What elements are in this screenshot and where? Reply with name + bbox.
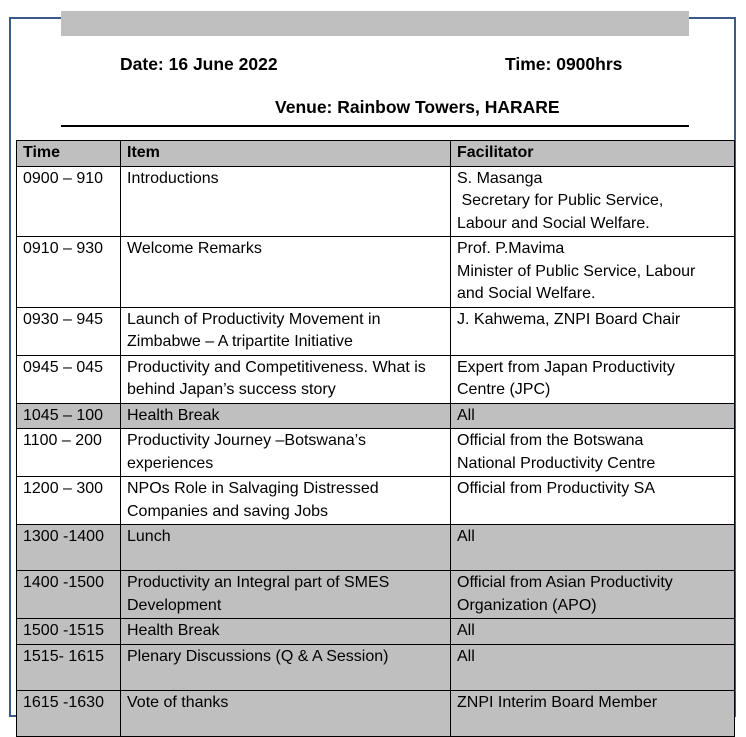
header-bar	[61, 11, 689, 36]
header-divider	[61, 125, 689, 127]
facilitator-line: Official from Asian Productivity	[457, 574, 673, 591]
facilitator-line: Labour and Social Welfare.	[457, 214, 650, 232]
table-row	[17, 237, 735, 308]
agenda-item: Plenary Discussions (Q & A Session)	[121, 644, 451, 690]
column-header-facilitator: Facilitator	[451, 141, 735, 167]
facilitator-line: Official from Productivity SA	[457, 480, 655, 497]
agenda-facilitator	[451, 403, 735, 429]
agenda-facilitator	[451, 571, 735, 619]
table-row	[17, 571, 735, 619]
table-row	[17, 403, 735, 429]
facilitator-line: All	[457, 406, 475, 424]
facilitator-line: Organization (APO)	[457, 596, 597, 614]
agenda-item: Lunch	[121, 525, 451, 571]
facilitator-line: Prof. P.Mavima	[457, 240, 565, 257]
agenda-facilitator	[451, 644, 735, 690]
agenda-item: Introductions	[121, 166, 451, 237]
facilitator-line: All	[457, 647, 475, 665]
agenda-time: 0930 – 945	[17, 307, 121, 355]
facilitator-line: Secretary for Public Service,	[457, 192, 664, 209]
table-row	[17, 477, 735, 525]
agenda-time: 1100 – 200	[17, 429, 121, 477]
agenda-item: Productivity and Competitiveness. What is behind Japan’s success story	[121, 355, 451, 403]
table-row	[17, 355, 735, 403]
column-header-time: Time	[17, 141, 121, 167]
agenda-time: 1045 – 100	[17, 403, 121, 429]
agenda-time: 1300 -1400	[17, 525, 121, 571]
facilitator-line: Minister of Public Service, Labour	[457, 262, 696, 280]
meeting-date: Date: 16 June 2022	[120, 54, 278, 74]
table-row	[17, 429, 735, 477]
facilitator-line: Official from the Botswana	[457, 432, 644, 449]
agenda-time: 0910 – 930	[17, 237, 121, 308]
agenda-item: Vote of thanks	[121, 690, 451, 736]
agenda-time: 1515- 1615	[17, 644, 121, 690]
agenda-time: 0900 – 910	[17, 166, 121, 237]
agenda-facilitator	[451, 166, 735, 237]
meeting-time: Time: 0900hrs	[505, 54, 623, 74]
table-row	[17, 690, 735, 736]
agenda-facilitator	[451, 237, 735, 308]
agenda-facilitator	[451, 355, 735, 403]
table-row	[17, 644, 735, 690]
agenda-item: Health Break	[121, 619, 451, 645]
facilitator-line: All	[457, 622, 475, 639]
agenda-facilitator	[451, 525, 735, 571]
agenda-item: Productivity Journey –Botswana’s experiences	[121, 429, 451, 477]
facilitator-line: Expert from Japan Productivity	[457, 358, 675, 376]
agenda-item: Launch of Productivity Movement in Zimbabwe – A tripartite Initiative	[121, 307, 451, 355]
agenda-table	[16, 140, 735, 737]
table-row	[17, 307, 735, 355]
agenda-item: Welcome Remarks	[121, 237, 451, 308]
facilitator-line: S. Masanga	[457, 169, 543, 187]
agenda-item: NPOs Role in Salvaging Distressed Companies and saving Jobs	[121, 477, 451, 525]
agenda-item: Health Break	[121, 403, 451, 429]
agenda-time: 1400 -1500	[17, 571, 121, 619]
agenda-facilitator	[451, 619, 735, 645]
facilitator-line: J. Kahwema, ZNPI Board Chair	[457, 310, 681, 328]
agenda-facilitator	[451, 429, 735, 477]
agenda-facilitator	[451, 690, 735, 736]
column-header-item: Item	[121, 141, 451, 167]
table-row	[17, 619, 735, 645]
agenda-item: Productivity an Integral part of SMES Development	[121, 571, 451, 619]
facilitator-line: and Social Welfare.	[457, 285, 596, 302]
meeting-venue: Venue: Rainbow Towers, HARARE	[275, 97, 560, 117]
table-row	[17, 166, 735, 237]
facilitator-line: ZNPI Interim Board Member	[457, 693, 658, 711]
agenda-body	[17, 166, 735, 736]
agenda-time: 1500 -1515	[17, 619, 121, 645]
agenda-facilitator	[451, 307, 735, 355]
agenda-time: 0945 – 045	[17, 355, 121, 403]
agenda-time: 1200 – 300	[17, 477, 121, 525]
facilitator-line: National Productivity Centre	[457, 454, 656, 472]
agenda-header-row	[17, 141, 735, 167]
facilitator-line: All	[457, 528, 475, 545]
agenda-time: 1615 -1630	[17, 690, 121, 736]
agenda-facilitator	[451, 477, 735, 525]
table-row	[17, 525, 735, 571]
facilitator-line: Centre (JPC)	[457, 381, 551, 398]
